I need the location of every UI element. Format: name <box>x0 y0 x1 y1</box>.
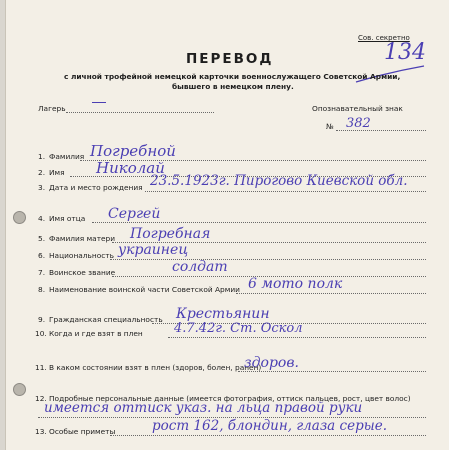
subtitle-line-1: с личной трофейной немецкой карточки военнослужащего Советской Армии, <box>64 72 401 81</box>
archive-number-handwritten: 134 <box>384 40 426 65</box>
field-num: 8. <box>38 285 46 294</box>
field-value-condition: здоров. <box>244 355 299 371</box>
classification-stamp: Сов. секретно <box>358 34 410 42</box>
field-value-rank: солдат <box>172 259 228 275</box>
field-label-surname: Фамилия <box>49 152 85 161</box>
field-num: 2. <box>38 168 46 177</box>
field-label-captured: Когда и где взят в плен <box>49 329 143 338</box>
field-label-birth: Дата и место рождения <box>49 183 143 192</box>
field-value-captured: 4.7.42г. Ст. Оскол <box>174 321 303 336</box>
field-num: 10. <box>35 329 47 338</box>
field-num: 12. <box>35 394 47 403</box>
camp-dash <box>92 102 106 103</box>
field-label-features: Особые приметы <box>49 427 116 436</box>
field-line <box>145 191 426 192</box>
field-num: 5. <box>38 234 46 243</box>
field-line <box>110 259 426 260</box>
field-num: 9. <box>38 315 46 324</box>
field-value-name: Николай <box>96 159 165 177</box>
field-value-personal-data: имеется оттиск указ. на льца правой руки <box>44 400 363 416</box>
field-value-mother: Погребная <box>130 226 211 242</box>
field-line <box>110 435 426 436</box>
field-label-mother: Фамилия матери <box>49 234 116 243</box>
subtitle-line-2: бывшего в немецком плену. <box>172 82 294 91</box>
field-value-birth: 23.5.1923г. Пирогово Киевской обл. <box>150 173 408 189</box>
field-line <box>236 293 426 294</box>
page-title: ПЕРЕВОД <box>186 51 274 67</box>
field-value-nationality: украинец <box>118 242 189 258</box>
punch-hole <box>13 383 26 396</box>
field-num: 11. <box>35 363 47 372</box>
field-num: 1. <box>38 152 46 161</box>
field-label-name: Имя <box>49 168 65 177</box>
field-label-rank: Воинское звание <box>49 268 116 277</box>
id-number-value: 382 <box>346 116 371 131</box>
field-value-father: Сергей <box>108 206 161 222</box>
field-label-personal-data: Подробные персональные данные (имеется фотография, оттиск пальцев, рост, цвет волос) <box>49 394 411 403</box>
field-label-nationality: Национальность <box>49 251 114 260</box>
field-value-unit: 6 мото полк <box>248 276 343 292</box>
camp-line <box>66 112 214 113</box>
id-number-label: № <box>326 122 334 131</box>
field-num: 6. <box>38 251 46 260</box>
field-num: 7. <box>38 268 46 277</box>
field-value-features: рост 162, блондин, глаза серые. <box>152 418 387 434</box>
field-value-surname: Погребной <box>90 142 176 160</box>
field-label-condition: В каком состоянии взят в плен (здоров, болен, ранен) <box>49 363 262 372</box>
field-value-profession: Крестьянин <box>176 306 270 322</box>
field-label-father: Имя отца <box>49 214 86 223</box>
camp-label: Лагерь <box>38 104 66 113</box>
field-label-profession: Гражданская специальность <box>49 315 163 324</box>
punch-hole <box>13 211 26 224</box>
field-line <box>168 337 426 338</box>
field-line <box>92 222 426 223</box>
field-label-unit: Наименование воинской части Советской Армии <box>49 285 240 294</box>
field-num: 3. <box>38 183 46 192</box>
field-line <box>238 371 426 372</box>
field-num: 13. <box>35 427 47 436</box>
field-num: 4. <box>38 214 46 223</box>
id-tag-label: Опознавательный знак <box>312 104 403 113</box>
